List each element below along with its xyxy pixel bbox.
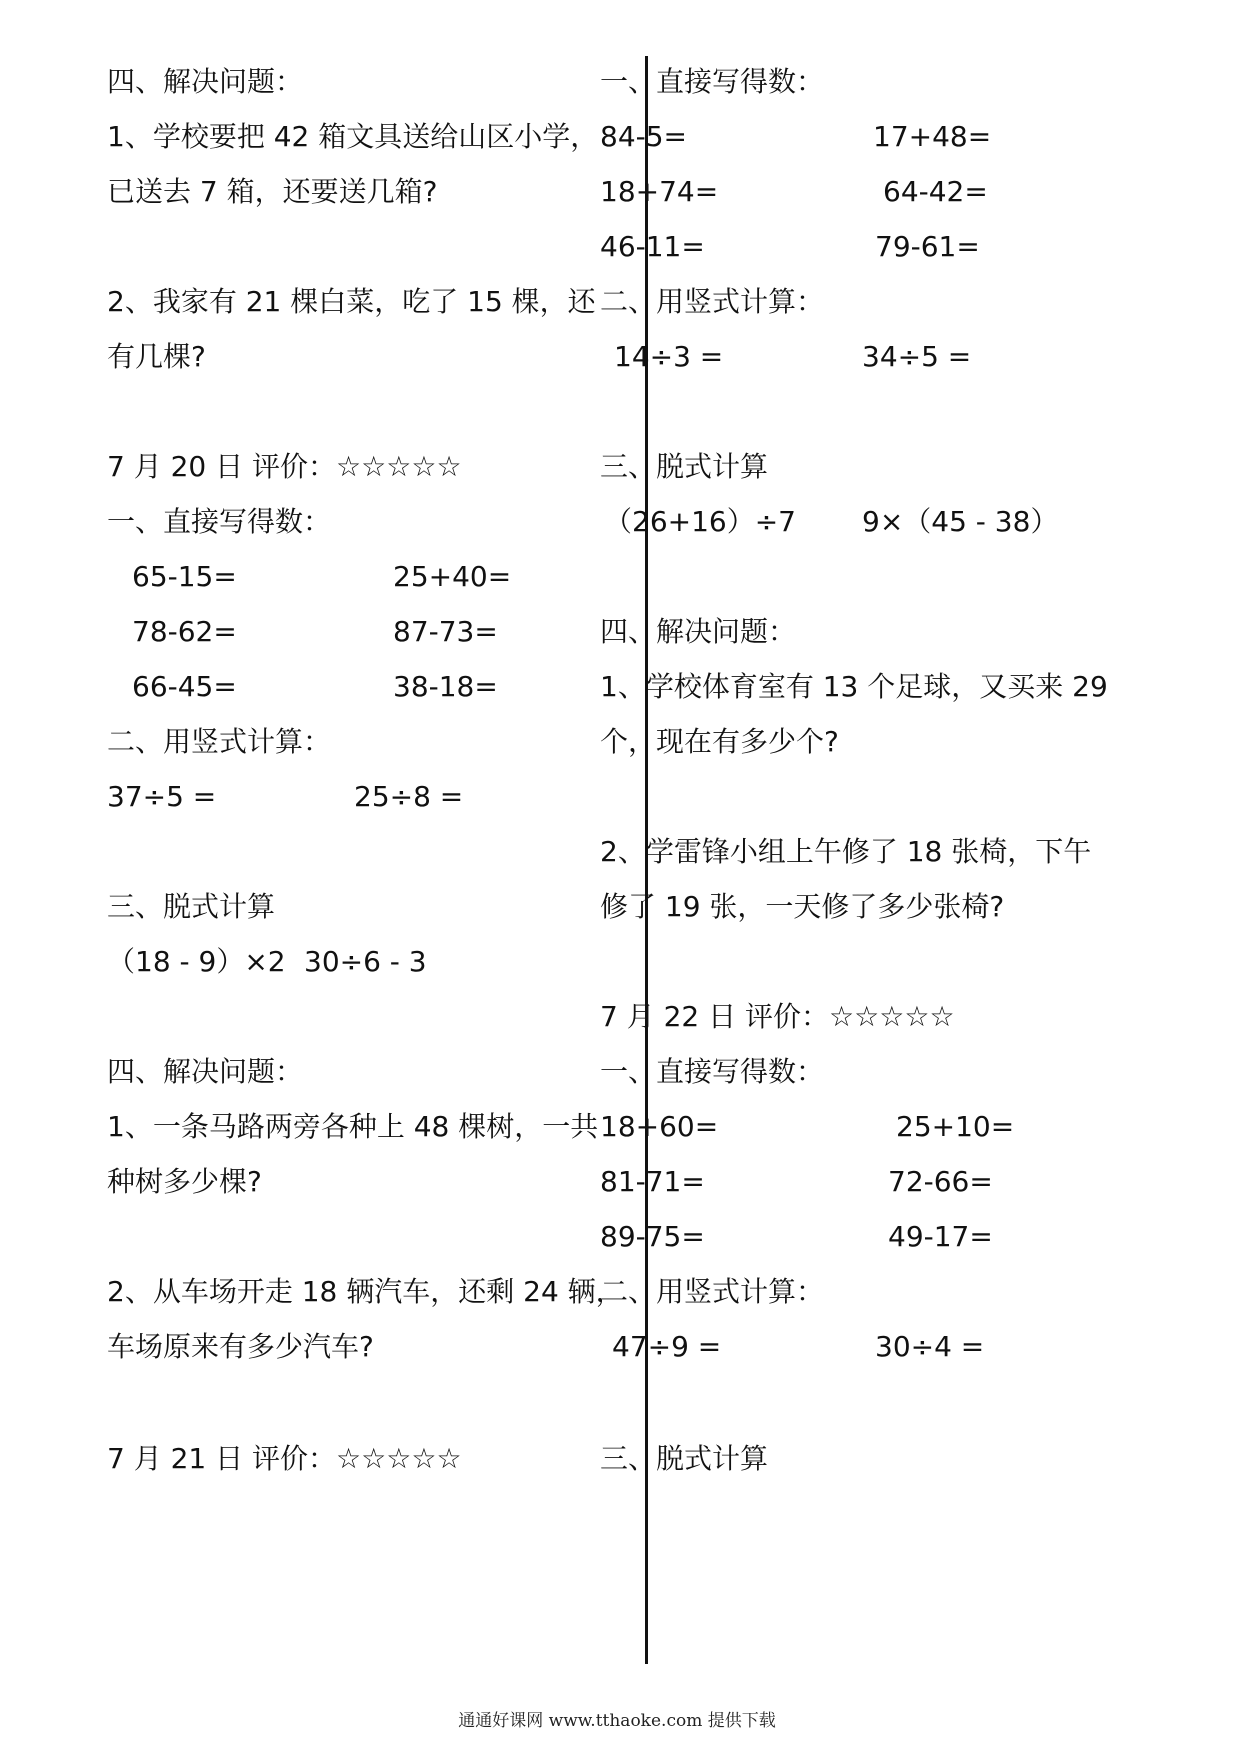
- footer-source: 通通好课网 www.tthaoke.com 提供下载: [458, 1711, 776, 1731]
- problem-text: 1、学校要把 42 箱文具送给山区小学，: [107, 120, 599, 153]
- exercise: 38-18=: [393, 670, 498, 703]
- section-title: 一、直接写得数：: [600, 1055, 825, 1088]
- exercise: 14÷3 =: [614, 340, 724, 373]
- exercise: 18+74=: [600, 175, 719, 208]
- exercise: 87-73=: [393, 615, 498, 648]
- section-title: 四、解决问题：: [600, 615, 797, 648]
- problem-text: 2、我家有 21 棵白菜，吃了 15 棵，还: [107, 285, 596, 318]
- section-title: 一、直接写得数：: [107, 505, 332, 538]
- exercise: （26+16）÷7: [604, 505, 796, 538]
- exercise: 25÷8 =: [354, 780, 464, 813]
- exercise: 25+10=: [896, 1110, 1015, 1143]
- exercise: 81-71=: [600, 1165, 705, 1198]
- day-header: 7 月 21 日 评价：☆☆☆☆☆: [107, 1442, 462, 1475]
- problem-text: 1、一条马路两旁各种上 48 棵树，一共: [107, 1110, 599, 1143]
- section-title: 四、解决问题：: [107, 65, 304, 98]
- exercise: 89-75=: [600, 1220, 705, 1253]
- problem-text: 已送去 7 箱，还要送几箱?: [107, 175, 438, 208]
- exercise: 64-42=: [883, 175, 988, 208]
- problem-text: 2、学雷锋小组上午修了 18 张椅，下午: [600, 835, 1092, 868]
- exercise: 25+40=: [393, 560, 512, 593]
- exercise: 49-17=: [888, 1220, 993, 1253]
- section-title: 三、脱式计算: [600, 450, 769, 483]
- exercise: 37÷5 =: [107, 780, 217, 813]
- exercise: 84-5=: [600, 120, 688, 153]
- problem-text: 修了 19 张，一天修了多少张椅?: [600, 890, 1005, 923]
- day-header: 7 月 20 日 评价：☆☆☆☆☆: [107, 450, 462, 483]
- exercise: 47÷9 =: [612, 1330, 722, 1363]
- exercise: （18 - 9）×2: [107, 945, 286, 978]
- exercise: 18+60=: [600, 1110, 719, 1143]
- exercise: 34÷5 =: [862, 340, 972, 373]
- exercise: 72-66=: [888, 1165, 993, 1198]
- exercise: 30÷4 =: [875, 1330, 985, 1363]
- problem-text: 车场原来有多少汽车?: [107, 1330, 374, 1363]
- section-title: 二、用竖式计算：: [600, 1275, 825, 1308]
- problem-text: 有几棵?: [107, 340, 206, 373]
- exercise: 46-11=: [600, 230, 705, 263]
- section-title: 三、脱式计算: [107, 890, 276, 923]
- section-title: 二、用竖式计算：: [107, 725, 332, 758]
- exercise: 78-62=: [132, 615, 237, 648]
- exercise: 66-45=: [132, 670, 237, 703]
- exercise: 30÷6 - 3: [304, 945, 427, 978]
- exercise: 79-61=: [875, 230, 980, 263]
- exercise: 9×（45 - 38）: [862, 505, 1059, 538]
- problem-text: 2、从车场开走 18 辆汽车，还剩 24 辆，: [107, 1275, 624, 1308]
- exercise: 17+48=: [873, 120, 992, 153]
- day-header: 7 月 22 日 评价：☆☆☆☆☆: [600, 1000, 955, 1033]
- section-title: 三、脱式计算: [600, 1442, 769, 1475]
- exercise: 65-15=: [132, 560, 237, 593]
- section-title: 二、用竖式计算：: [600, 285, 825, 318]
- problem-text: 种树多少棵?: [107, 1165, 262, 1198]
- problem-text: 个，现在有多少个?: [600, 725, 839, 758]
- problem-text: 1、学校体育室有 13 个足球，又买来 29: [600, 670, 1108, 703]
- section-title: 四、解决问题：: [107, 1055, 304, 1088]
- section-title: 一、直接写得数：: [600, 65, 825, 98]
